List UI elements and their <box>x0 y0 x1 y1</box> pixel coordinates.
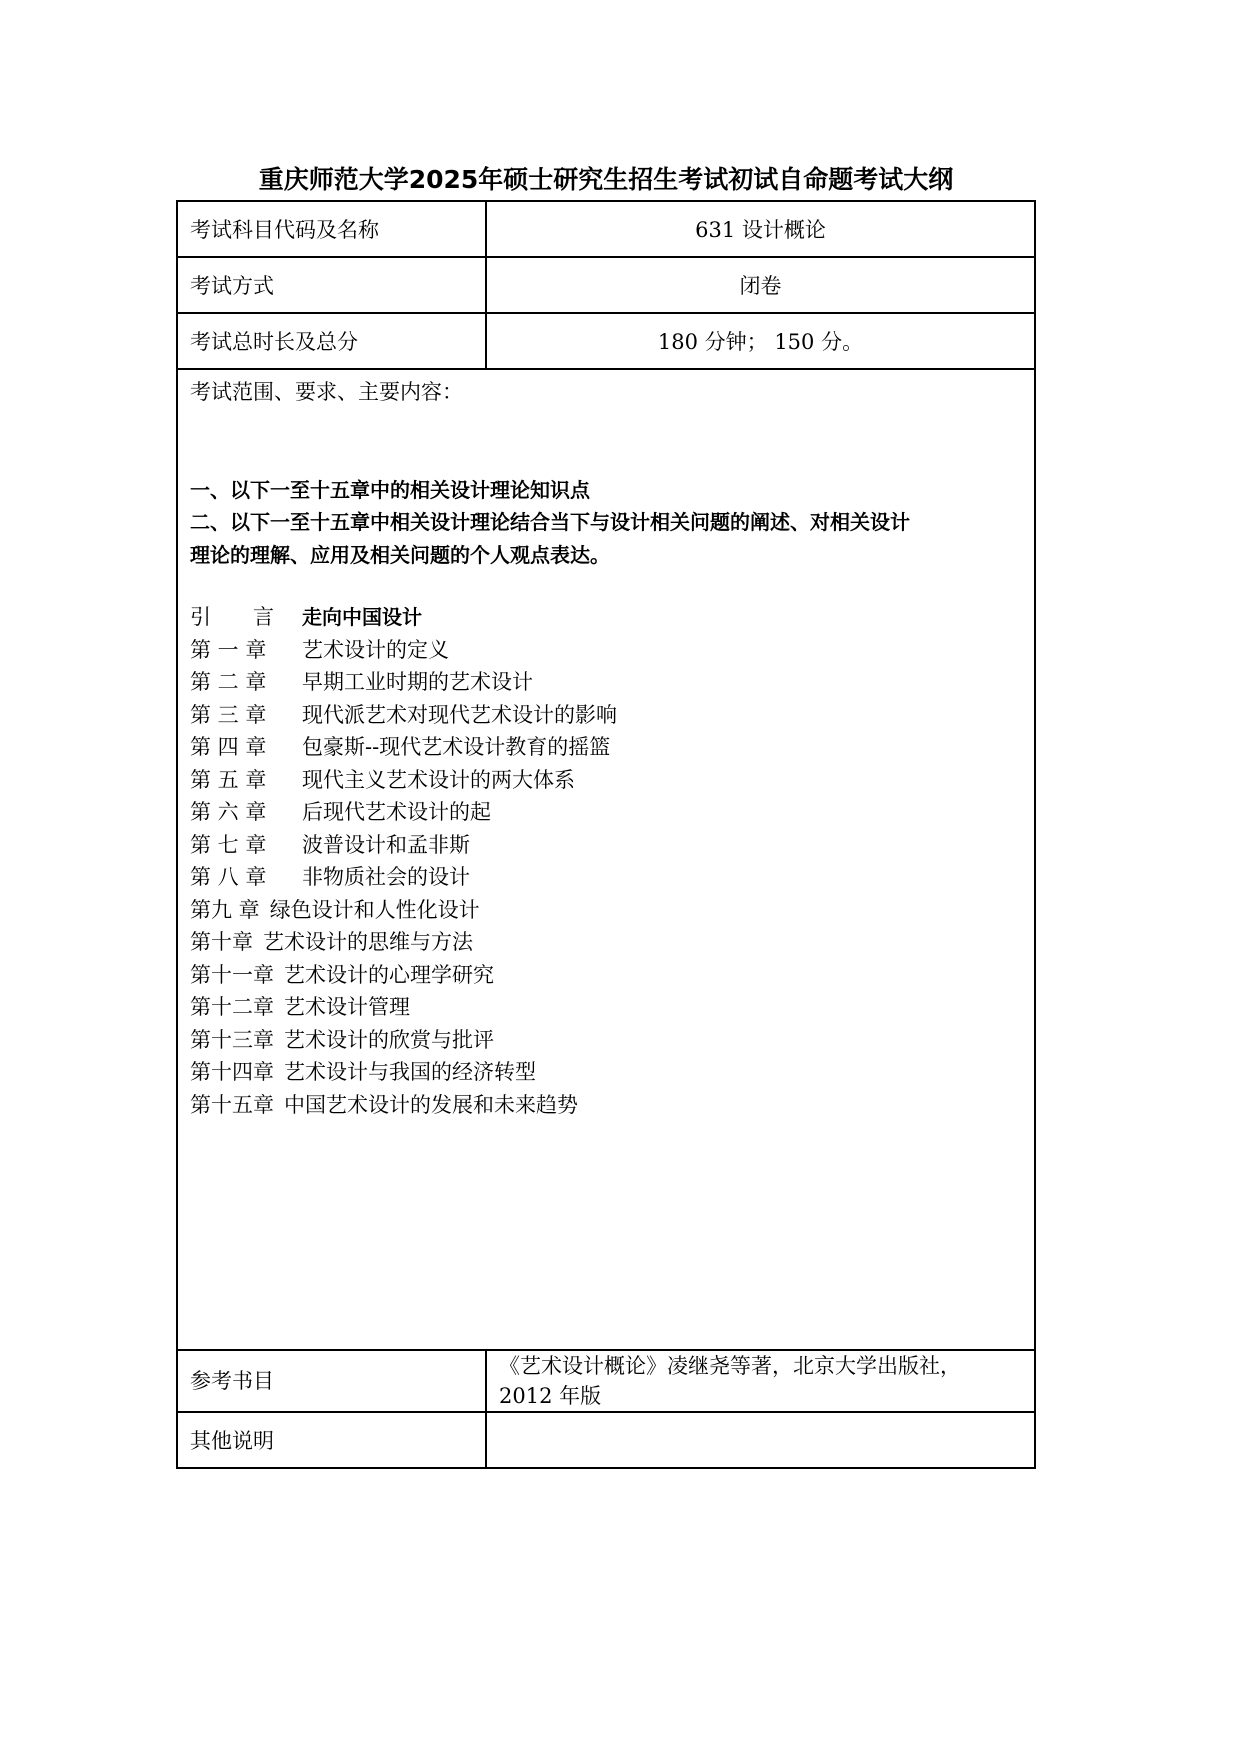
chapter-title: 非物质社会的设计 <box>302 865 470 889</box>
reference-line-2: 2012 年版 <box>499 1384 602 1408</box>
intro-title: 走向中国设计 <box>302 605 422 629</box>
chapter-number: 第九 章 <box>190 897 260 922</box>
content-cell <box>177 369 1035 1350</box>
chapter-number: 第 八 章 <box>190 865 267 889</box>
chapter-title: 艺术设计管理 <box>284 995 410 1019</box>
chapter-title: 波普设计和孟非斯 <box>302 832 470 857</box>
chapter-number: 第十一章 <box>190 962 274 987</box>
chapter-item <box>190 829 1022 862</box>
chapter-number: 第 七 章 <box>190 832 267 857</box>
document-title: 重庆师范大学2025年硕士研究生招生考试初试自命题考试大纲 <box>258 165 954 194</box>
syllabus-table <box>176 200 1036 1469</box>
chapter-title: 绿色设计和人性化设计 <box>269 897 480 922</box>
chapter-number: 第十四章 <box>190 1060 274 1084</box>
chapter-item <box>190 959 1022 992</box>
reference-value <box>486 1350 1035 1412</box>
chapter-item <box>190 1089 1022 1122</box>
chapter-item <box>190 731 1022 764</box>
chapter-item <box>190 1056 1022 1089</box>
chapter-title: 中国艺术设计的发展和未来趋势 <box>284 1092 578 1117</box>
chapter-item <box>190 796 1022 829</box>
chapter-item <box>190 699 1022 732</box>
table-row-content <box>177 369 1035 1350</box>
chapter-title: 艺术设计的心理学研究 <box>284 962 494 987</box>
requirement-1: 一、以下一至十五章中的相关设计理论知识点 <box>190 477 590 502</box>
chapter-item <box>190 666 1022 699</box>
requirement-2-cont: 理论的理解、应用及相关问题的个人观点表达。 <box>190 542 610 567</box>
chapter-number: 第 一 章 <box>190 637 267 662</box>
chapter-item <box>190 894 1022 927</box>
chapter-title: 艺术设计的定义 <box>302 637 449 662</box>
chapter-title: 现代主义艺术设计的两大体系 <box>302 767 575 792</box>
intro-label: 引 言 <box>190 605 274 629</box>
chapter-intro <box>190 601 1022 634</box>
exam-mode-label: 考试方式 <box>177 257 486 313</box>
reference-line-1: 《艺术设计概论》凌继尧等著，北京大学出版社， <box>499 1354 961 1378</box>
reference-label: 参考书目 <box>177 1350 486 1412</box>
table-row-subject <box>177 201 1035 257</box>
table-row-other <box>177 1412 1035 1468</box>
chapter-item <box>190 991 1022 1024</box>
chapter-item <box>190 764 1022 797</box>
chapter-number: 第十五章 <box>190 1092 274 1117</box>
table-row-reference <box>177 1350 1035 1412</box>
chapter-title: 后现代艺术设计的起 <box>302 800 491 824</box>
chapter-item <box>190 634 1022 667</box>
chapter-number: 第十二章 <box>190 995 274 1019</box>
chapter-number: 第 二 章 <box>190 670 267 694</box>
chapter-title: 艺术设计与我国的经济转型 <box>284 1060 536 1084</box>
chapter-item <box>190 861 1022 894</box>
duration-value: 180 分钟； 150 分。 <box>486 313 1035 369</box>
chapter-number: 第 六 章 <box>190 800 267 824</box>
chapter-item <box>190 926 1022 959</box>
subject-label: 考试科目代码及名称 <box>177 201 486 257</box>
exam-mode-value: 闭卷 <box>486 257 1035 313</box>
requirement-2: 二、以下一至十五章中相关设计理论结合当下与设计相关问题的阐述、对相关设计 <box>190 510 910 534</box>
subject-value: 631 设计概论 <box>486 201 1035 257</box>
chapter-title: 早期工业时期的艺术设计 <box>302 670 533 694</box>
chapter-title: 艺术设计的思维与方法 <box>263 930 473 954</box>
chapter-item <box>190 1024 1022 1057</box>
chapter-number: 第 三 章 <box>190 702 267 727</box>
chapter-number: 第十三章 <box>190 1027 274 1052</box>
chapter-title: 包豪斯--现代艺术设计教育的摇篮 <box>302 735 611 759</box>
chapter-title: 现代派艺术对现代艺术设计的影响 <box>302 702 617 727</box>
table-row-duration <box>177 313 1035 369</box>
chapter-number: 第十章 <box>190 930 253 954</box>
chapter-title: 艺术设计的欣赏与批评 <box>284 1027 494 1052</box>
other-value <box>486 1412 1035 1468</box>
chapter-number: 第 四 章 <box>190 735 267 759</box>
other-label: 其他说明 <box>177 1412 486 1468</box>
table-row-exam-mode <box>177 257 1035 313</box>
chapter-number: 第 五 章 <box>190 767 267 792</box>
duration-label: 考试总时长及总分 <box>177 313 486 369</box>
content-heading: 考试范围、要求、主要内容： <box>190 380 463 404</box>
